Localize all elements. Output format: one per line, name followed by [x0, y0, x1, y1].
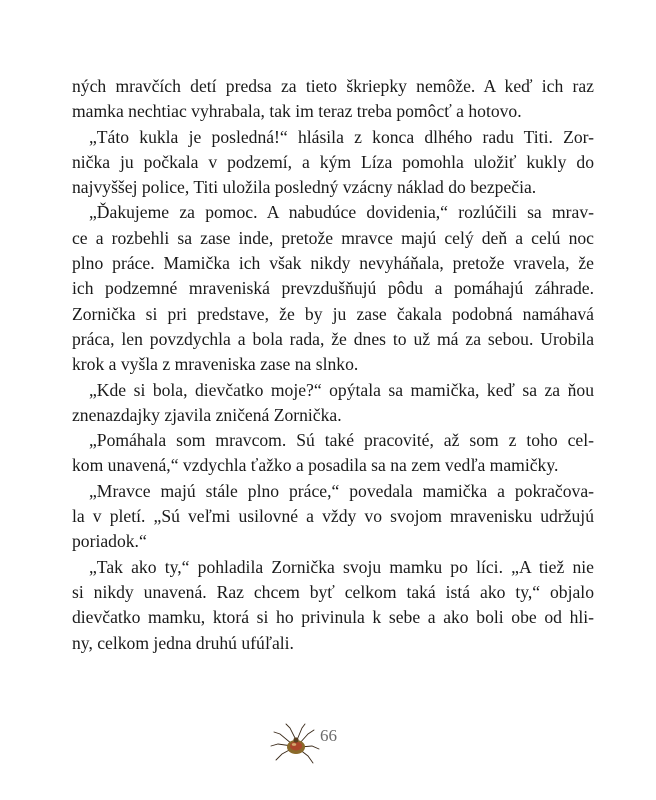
text-line: „Kde si bola, dievčatko moje?“ opýtala sa mamička, keď sa za ňou [89, 379, 594, 400]
text-line: ných mravčích detí predsa za tieto škriepky nemôže. A keď ich raz [72, 76, 594, 96]
paragraph [72, 479, 594, 555]
text-line: krok a vyšla z mraveniska zase na slnko. [72, 354, 359, 375]
text-line: práca, len povzdychla a bola rada, že dnes to už má za sebou. Urobila [72, 328, 594, 349]
text-line: nička ju počkala v podzemí, a kým Líza pomohla uložiť kukly do [72, 151, 594, 172]
text-line: si nikdy unavená. Raz chcem byť celkom taká istá ako ty,“ objalo [72, 581, 594, 602]
text-line: ce a rozbehli sa zase inde, pretože mravce majú celý deň a celú noc [72, 227, 594, 248]
body-text [72, 74, 594, 656]
paragraph [72, 125, 594, 201]
text-line: znenazdajky zjavila zničená Zornička. [72, 404, 342, 425]
beetle-icon [266, 720, 322, 768]
paragraph [72, 555, 594, 656]
text-line: plno práce. Mamička ich však nikdy nevyháňala, pretože vravela, že [72, 253, 594, 274]
page-footer [262, 716, 402, 776]
text-line: „Tak ako ty,“ pohladila Zornička svoju mamku po líci. „A tiež nie [89, 556, 594, 577]
text-line: „Táto kukla je posledná!“ hlásila z konca dlhého radu Titi. Zor- [89, 126, 594, 147]
text-line: „Pomáhala som mravcom. Sú také pracovité, až som z toho cel- [89, 430, 594, 451]
text-line: ich podzemné mraveniská prevzdušňujú pôdu a pomáhajú záhrade. [72, 278, 594, 299]
page-number: 66 [320, 726, 337, 745]
paragraph [72, 74, 594, 125]
text-line: poriadok.“ [72, 531, 147, 552]
text-line: „Ďakujeme za pomoc. A nabudúce dovidenia,“ rozlúčili sa mrav- [89, 202, 594, 223]
paragraph [72, 378, 594, 429]
paragraph [72, 428, 594, 479]
text-line: kom unavená,“ vzdychla ťažko a posadila sa na zem vedľa mamičky. [72, 455, 559, 476]
text-line: najvyššej police, Titi uložila posledný vzácny náklad do bezpečia. [72, 177, 537, 198]
text-line: „Mravce majú stále plno práce,“ povedala mamička a pokračova- [89, 480, 594, 501]
text-line: mamka nechtiac vyhrabala, tak im teraz treba pomôcť a hotovo. [72, 101, 522, 122]
text-line: ny, celkom jedna druhú ufúľali. [72, 632, 294, 653]
text-line: la v pletí. „Sú veľmi usilovné a vždy vo svojom mravenisku udržujú [72, 506, 594, 527]
text-line: dievčatko mamku, ktorá si ho privinula k sebe a ako boli obe od hli- [72, 607, 594, 628]
paragraph [72, 200, 594, 377]
text-line: Zornička si pri predstave, že by ju zase čakala podobná namáhavá [72, 303, 594, 324]
